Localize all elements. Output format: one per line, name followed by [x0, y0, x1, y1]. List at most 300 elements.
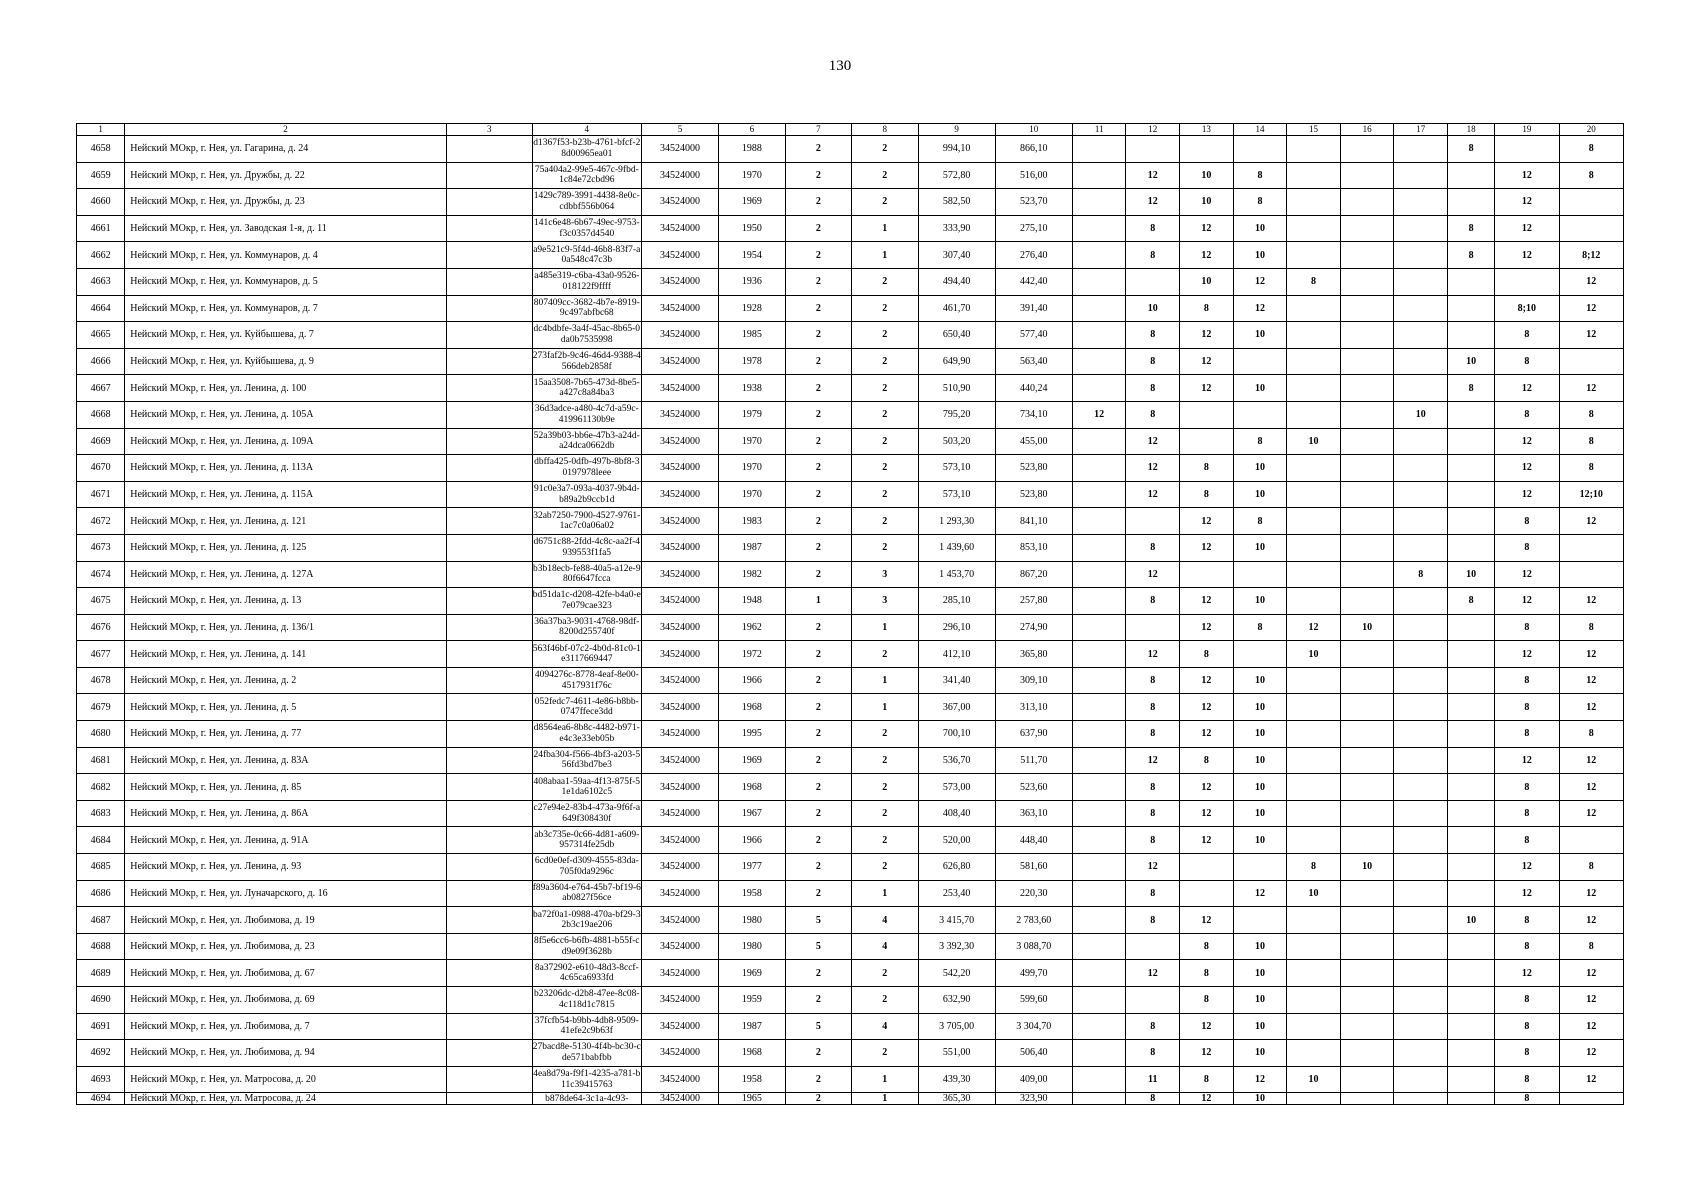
table-cell: [1072, 508, 1126, 535]
table-cell: 2: [785, 1093, 851, 1105]
page-number: 130: [828, 58, 852, 74]
table-row: [77, 667, 1624, 694]
table-cell: [446, 1093, 532, 1105]
table-cell: 34524000: [641, 960, 718, 987]
table-cell: 12: [1233, 295, 1287, 322]
table-cell: 1958: [719, 1066, 785, 1093]
table-cell: 1: [852, 667, 918, 694]
table-row: [77, 508, 1624, 535]
table-cell: 12: [1559, 800, 1624, 827]
table-cell: 3 415,70: [918, 907, 995, 934]
table-cell: [1340, 1066, 1394, 1093]
table-cell: 2: [852, 721, 918, 748]
table-cell: 8: [1559, 455, 1624, 482]
table-cell: [1495, 268, 1559, 295]
table-cell: 10: [1394, 401, 1448, 428]
table-cell: Нейский МОкр, г. Нея, ул. Дружбы, д. 23: [125, 189, 447, 216]
table-cell: 12: [1180, 721, 1234, 748]
table-row: [77, 268, 1624, 295]
table-cell: 12: [1233, 1066, 1287, 1093]
table-cell: 626,80: [918, 854, 995, 881]
table-cell: 10: [1287, 641, 1341, 668]
table-row: [77, 933, 1624, 960]
table-cell: 12: [1559, 322, 1624, 349]
table-cell: [1340, 933, 1394, 960]
table-cell: 8;10: [1495, 295, 1559, 322]
table-cell: 12: [1180, 508, 1234, 535]
table-cell: 4681: [77, 747, 125, 774]
table-cell: 10: [1233, 747, 1287, 774]
table-cell: [1340, 1040, 1394, 1067]
table-row: [77, 428, 1624, 455]
table-cell: 1987: [719, 1013, 785, 1040]
table-cell: 1 293,30: [918, 508, 995, 535]
table-cell: Нейский МОкр, г. Нея, ул. Ленина, д. 86А: [125, 800, 447, 827]
table-cell: 34524000: [641, 1040, 718, 1067]
table-cell: 34524000: [641, 854, 718, 881]
table-cell: 12: [1126, 162, 1180, 189]
table-cell: 12: [1126, 561, 1180, 588]
table-cell: [1072, 721, 1126, 748]
table-cell: 12: [1180, 614, 1234, 641]
table-cell: 37fcfb54-b9bb-4db8-9509-41efe2c9b63f: [532, 1013, 641, 1040]
table-row: [77, 215, 1624, 242]
table-cell: Нейский МОкр, г. Нея, ул. Ленина, д. 77: [125, 721, 447, 748]
table-cell: 1938: [719, 375, 785, 402]
table-cell: 12: [1126, 455, 1180, 482]
table-cell: 523,60: [995, 774, 1072, 801]
table-cell: [1448, 1013, 1495, 1040]
table-cell: [1233, 401, 1287, 428]
table-row: [77, 588, 1624, 615]
table-cell: 12: [1495, 375, 1559, 402]
table-cell: 4691: [77, 1013, 125, 1040]
table-cell: 536,70: [918, 747, 995, 774]
table-cell: 8: [1559, 721, 1624, 748]
table-cell: [446, 854, 532, 881]
table-cell: 2: [785, 162, 851, 189]
table-cell: [446, 242, 532, 269]
table-cell: 700,10: [918, 721, 995, 748]
table-cell: [1072, 800, 1126, 827]
table-cell: [1340, 800, 1394, 827]
table-cell: 10: [1233, 827, 1287, 854]
table-cell: [446, 694, 532, 721]
table-cell: 12: [1126, 641, 1180, 668]
table-cell: 12: [1126, 960, 1180, 987]
table-cell: 8: [1126, 800, 1180, 827]
table-cell: [1233, 561, 1287, 588]
table-cell: 10: [1233, 721, 1287, 748]
table-cell: [446, 933, 532, 960]
table-cell: [1072, 375, 1126, 402]
table-cell: 1978: [719, 348, 785, 375]
table-cell: 4676: [77, 614, 125, 641]
table-cell: 3: [852, 561, 918, 588]
table-cell: [1559, 561, 1624, 588]
table-cell: 333,90: [918, 215, 995, 242]
table-cell: 841,10: [995, 508, 1072, 535]
table-cell: 563f46bf-07c2-4b0d-81c0-1e3117669447: [532, 641, 641, 668]
table-cell: 551,00: [918, 1040, 995, 1067]
table-cell: [446, 1040, 532, 1067]
table-cell: [1180, 854, 1234, 881]
table-cell: 91c0e3a7-093a-4037-9b4d-b89a2b9ccb1d: [532, 481, 641, 508]
table-cell: 2: [785, 268, 851, 295]
table-cell: 1980: [719, 907, 785, 934]
column-header: 4: [532, 124, 641, 136]
table-cell: 4679: [77, 694, 125, 721]
table-cell: [446, 189, 532, 216]
table-cell: [446, 455, 532, 482]
table-cell: 4672: [77, 508, 125, 535]
table-cell: 8: [1180, 1066, 1234, 1093]
table-cell: 10: [1233, 481, 1287, 508]
table-row: [77, 1066, 1624, 1093]
table-cell: 307,40: [918, 242, 995, 269]
table-cell: 440,24: [995, 375, 1072, 402]
table-body: [77, 136, 1624, 1105]
table-cell: [1072, 667, 1126, 694]
table-cell: 1959: [719, 987, 785, 1014]
table-cell: [446, 428, 532, 455]
table-cell: 32ab7250-7900-4527-9761-1ac7c0a06a02: [532, 508, 641, 535]
column-header: 9: [918, 124, 995, 136]
table-cell: 12: [1559, 694, 1624, 721]
table-cell: 632,90: [918, 987, 995, 1014]
table-cell: 27bacd8e-5130-4f4b-bc30-cde571babfbb: [532, 1040, 641, 1067]
table-cell: [1287, 455, 1341, 482]
table-cell: 34524000: [641, 827, 718, 854]
table-cell: Нейский МОкр, г. Нея, ул. Коммунаров, д. 7: [125, 295, 447, 322]
table-cell: Нейский МОкр, г. Нея, ул. Любимова, д. 94: [125, 1040, 447, 1067]
column-header: 1: [77, 124, 125, 136]
table-cell: 867,20: [995, 561, 1072, 588]
table-cell: 1985: [719, 322, 785, 349]
table-cell: [1559, 189, 1624, 216]
table-cell: 516,00: [995, 162, 1072, 189]
table-cell: 8: [1180, 295, 1234, 322]
table-cell: [1287, 774, 1341, 801]
table-cell: [1233, 854, 1287, 881]
table-cell: 10: [1233, 800, 1287, 827]
table-row: [77, 800, 1624, 827]
table-cell: 1962: [719, 614, 785, 641]
table-cell: Нейский МОкр, г. Нея, ул. Любимова, д. 67: [125, 960, 447, 987]
table-cell: [1394, 1093, 1448, 1105]
table-cell: Нейский МОкр, г. Нея, ул. Ленина, д. 85: [125, 774, 447, 801]
table-cell: [1394, 348, 1448, 375]
table-cell: 4665: [77, 322, 125, 349]
table-cell: 8: [1287, 268, 1341, 295]
table-cell: 10: [1180, 189, 1234, 216]
table-cell: [1126, 508, 1180, 535]
table-cell: 34524000: [641, 694, 718, 721]
table-cell: 15aa3508-7b65-473d-8be5-a427c8a84ba3: [532, 375, 641, 402]
table-cell: 4ea8d79a-f9f1-4235-a781-b11c39415763: [532, 1066, 641, 1093]
table-row: [77, 721, 1624, 748]
table-row: [77, 295, 1624, 322]
table-cell: 34524000: [641, 136, 718, 163]
table-cell: [1394, 641, 1448, 668]
table-cell: 2: [785, 455, 851, 482]
table-cell: 12: [1559, 1013, 1624, 1040]
table-cell: 1954: [719, 242, 785, 269]
table-cell: 4: [852, 933, 918, 960]
table-cell: Нейский МОкр, г. Нея, ул. Коммунаров, д. 5: [125, 268, 447, 295]
table-cell: 4670: [77, 455, 125, 482]
table-cell: Нейский МОкр, г. Нея, ул. Ленина, д. 105А: [125, 401, 447, 428]
table-cell: b23206dc-d2b8-47ee-8c08-4c118d1c7815: [532, 987, 641, 1014]
table-cell: 10: [1233, 534, 1287, 561]
table-cell: 510,90: [918, 375, 995, 402]
table-cell: 8: [1233, 189, 1287, 216]
table-cell: 4675: [77, 588, 125, 615]
table-cell: Нейский МОкр, г. Нея, ул. Любимова, д. 69: [125, 987, 447, 1014]
table-cell: [1448, 641, 1495, 668]
table-cell: [1448, 721, 1495, 748]
table-cell: 12: [1559, 667, 1624, 694]
table-cell: 3 392,30: [918, 933, 995, 960]
table-cell: 12: [1559, 268, 1624, 295]
table-cell: [1394, 854, 1448, 881]
table-cell: [1448, 268, 1495, 295]
table-cell: 10: [1233, 1093, 1287, 1105]
table-cell: 2: [852, 401, 918, 428]
table-cell: 439,30: [918, 1066, 995, 1093]
table-cell: [1072, 694, 1126, 721]
column-header: 10: [995, 124, 1072, 136]
table-cell: 10: [1233, 455, 1287, 482]
table-cell: [1394, 295, 1448, 322]
table-cell: 10: [1340, 614, 1394, 641]
table-cell: a485e319-c6ba-43a0-9526-018122f9ffff: [532, 268, 641, 295]
table-cell: [1340, 960, 1394, 987]
table-cell: 296,10: [918, 614, 995, 641]
table-cell: [1180, 561, 1234, 588]
table-cell: 12: [1233, 880, 1287, 907]
table-cell: [1448, 162, 1495, 189]
table-cell: [1340, 561, 1394, 588]
table-cell: [1233, 641, 1287, 668]
table-cell: 2: [785, 189, 851, 216]
table-cell: 1429c789-3991-4438-8e0c-cdbbf556b064: [532, 189, 641, 216]
table-cell: 2: [785, 508, 851, 535]
table-cell: [1340, 827, 1394, 854]
table-cell: 499,70: [995, 960, 1072, 987]
table-cell: Нейский МОкр, г. Нея, ул. Куйбышева, д. 9: [125, 348, 447, 375]
table-cell: [1287, 1013, 1341, 1040]
table-cell: b878de64-3c1a-4c93-: [532, 1093, 641, 1105]
table-cell: 8: [1126, 774, 1180, 801]
table-cell: 8: [1448, 588, 1495, 615]
table-cell: 8: [1126, 667, 1180, 694]
table-cell: 1966: [719, 827, 785, 854]
table-cell: [1340, 242, 1394, 269]
table-cell: 4690: [77, 987, 125, 1014]
table-cell: [1126, 136, 1180, 163]
table-cell: 2: [785, 987, 851, 1014]
table-cell: [1448, 747, 1495, 774]
table-cell: 34524000: [641, 774, 718, 801]
table-cell: [1340, 641, 1394, 668]
table-cell: [1340, 401, 1394, 428]
table-cell: [446, 295, 532, 322]
table-cell: dbffa425-0dfb-497b-8bf8-30197978leee: [532, 455, 641, 482]
table-cell: 24fba304-f566-4bf3-a203-556fd3bd7be3: [532, 747, 641, 774]
table-row: [77, 1013, 1624, 1040]
table-cell: [1340, 428, 1394, 455]
table-cell: 461,70: [918, 295, 995, 322]
table-cell: ba72f0a1-0988-470a-bf29-32b3c19ae206: [532, 907, 641, 934]
table-cell: [1448, 774, 1495, 801]
table-cell: [446, 614, 532, 641]
table-cell: [1287, 561, 1341, 588]
table-cell: 12: [1495, 428, 1559, 455]
table-cell: 2: [852, 747, 918, 774]
table-cell: 363,10: [995, 800, 1072, 827]
table-cell: 8: [1126, 880, 1180, 907]
table-cell: [1072, 268, 1126, 295]
table-cell: [1394, 375, 1448, 402]
table-cell: [1233, 136, 1287, 163]
table-cell: [446, 375, 532, 402]
table-cell: 523,80: [995, 481, 1072, 508]
table-cell: 10: [1233, 375, 1287, 402]
table-cell: 276,40: [995, 242, 1072, 269]
table-cell: [1340, 667, 1394, 694]
table-cell: 2: [852, 455, 918, 482]
table-cell: [446, 561, 532, 588]
table-cell: 448,40: [995, 827, 1072, 854]
table-cell: 1967: [719, 800, 785, 827]
table-cell: 795,20: [918, 401, 995, 428]
table-cell: 4673: [77, 534, 125, 561]
table-cell: 2: [785, 322, 851, 349]
column-header: 12: [1126, 124, 1180, 136]
table-cell: [1287, 348, 1341, 375]
table-cell: [1559, 348, 1624, 375]
table-cell: 8: [1126, 721, 1180, 748]
table-cell: 853,10: [995, 534, 1072, 561]
table-cell: 494,40: [918, 268, 995, 295]
table-cell: 12: [1287, 614, 1341, 641]
table-cell: 8: [1126, 1013, 1180, 1040]
table-cell: 1970: [719, 455, 785, 482]
table-cell: 12: [1559, 1040, 1624, 1067]
table-cell: 10: [1233, 774, 1287, 801]
table-cell: 8: [1495, 827, 1559, 854]
table-cell: 8: [1180, 455, 1234, 482]
table-cell: 520,00: [918, 827, 995, 854]
table-cell: [1448, 667, 1495, 694]
table-cell: Нейский МОкр, г. Нея, ул. Матросова, д. 24: [125, 1093, 447, 1105]
table-cell: [1072, 136, 1126, 163]
table-cell: [1340, 508, 1394, 535]
table-cell: 12: [1180, 1093, 1234, 1105]
table-cell: [1394, 162, 1448, 189]
table-cell: 052fedc7-4611-4e86-b8bb-0747ffece3dd: [532, 694, 641, 721]
table-cell: [1072, 880, 1126, 907]
table-cell: [1072, 162, 1126, 189]
table-row: [77, 827, 1624, 854]
table-row: [77, 322, 1624, 349]
table-cell: Нейский МОкр, г. Нея, ул. Любимова, д. 19: [125, 907, 447, 934]
table-cell: [1340, 588, 1394, 615]
table-cell: 8: [1559, 614, 1624, 641]
table-cell: 12: [1559, 880, 1624, 907]
table-cell: 12: [1180, 375, 1234, 402]
table-cell: [1340, 189, 1394, 216]
table-cell: 12: [1559, 774, 1624, 801]
table-cell: 2: [785, 401, 851, 428]
column-header: 14: [1233, 124, 1287, 136]
table-cell: [1072, 1040, 1126, 1067]
table-cell: Нейский МОкр, г. Нея, ул. Матросова, д. 20: [125, 1066, 447, 1093]
table-cell: 542,20: [918, 960, 995, 987]
table-cell: 1: [852, 1093, 918, 1105]
table-cell: 4668: [77, 401, 125, 428]
table-cell: [1233, 907, 1287, 934]
table-cell: 2: [852, 987, 918, 1014]
table-cell: [1126, 268, 1180, 295]
table-cell: 253,40: [918, 880, 995, 907]
table-cell: [1340, 348, 1394, 375]
table-cell: 12: [1559, 907, 1624, 934]
table-cell: 511,70: [995, 747, 1072, 774]
table-cell: [1448, 428, 1495, 455]
table-cell: 2: [785, 1066, 851, 1093]
table-cell: 34524000: [641, 588, 718, 615]
table-row: [77, 694, 1624, 721]
column-header: 6: [719, 124, 785, 136]
table-cell: 2: [785, 561, 851, 588]
table-cell: 2: [852, 960, 918, 987]
table-cell: 34524000: [641, 481, 718, 508]
table-cell: 5: [785, 933, 851, 960]
table-cell: [1394, 1040, 1448, 1067]
table-cell: 36d3adce-a480-4c7d-a59c-419961130b9e: [532, 401, 641, 428]
table-cell: 2: [785, 880, 851, 907]
table-cell: 8: [1180, 987, 1234, 1014]
table-cell: 4659: [77, 162, 125, 189]
table-cell: Нейский МОкр, г. Нея, ул. Ленина, д. 93: [125, 854, 447, 881]
table-cell: 2: [852, 508, 918, 535]
table-cell: [1448, 295, 1495, 322]
table-cell: Нейский МОкр, г. Нея, ул. Гагарина, д. 24: [125, 136, 447, 163]
table-cell: 34524000: [641, 348, 718, 375]
table-cell: Нейский МОкр, г. Нея, ул. Ленина, д. 121: [125, 508, 447, 535]
table-cell: 12: [1559, 295, 1624, 322]
table-cell: 1980: [719, 933, 785, 960]
table-cell: 2: [852, 481, 918, 508]
table-cell: 1 453,70: [918, 561, 995, 588]
table-cell: [1394, 800, 1448, 827]
table-cell: [1448, 880, 1495, 907]
table-cell: 10: [1287, 428, 1341, 455]
table-cell: 4: [852, 907, 918, 934]
table-cell: 8: [1448, 136, 1495, 163]
table-cell: [1072, 1013, 1126, 1040]
table-cell: [446, 800, 532, 827]
table-cell: [1287, 987, 1341, 1014]
table-cell: 2: [785, 694, 851, 721]
table-cell: [446, 721, 532, 748]
table-cell: 12: [1233, 268, 1287, 295]
table-cell: 1: [852, 614, 918, 641]
table-cell: [1287, 215, 1341, 242]
table-cell: 4682: [77, 774, 125, 801]
